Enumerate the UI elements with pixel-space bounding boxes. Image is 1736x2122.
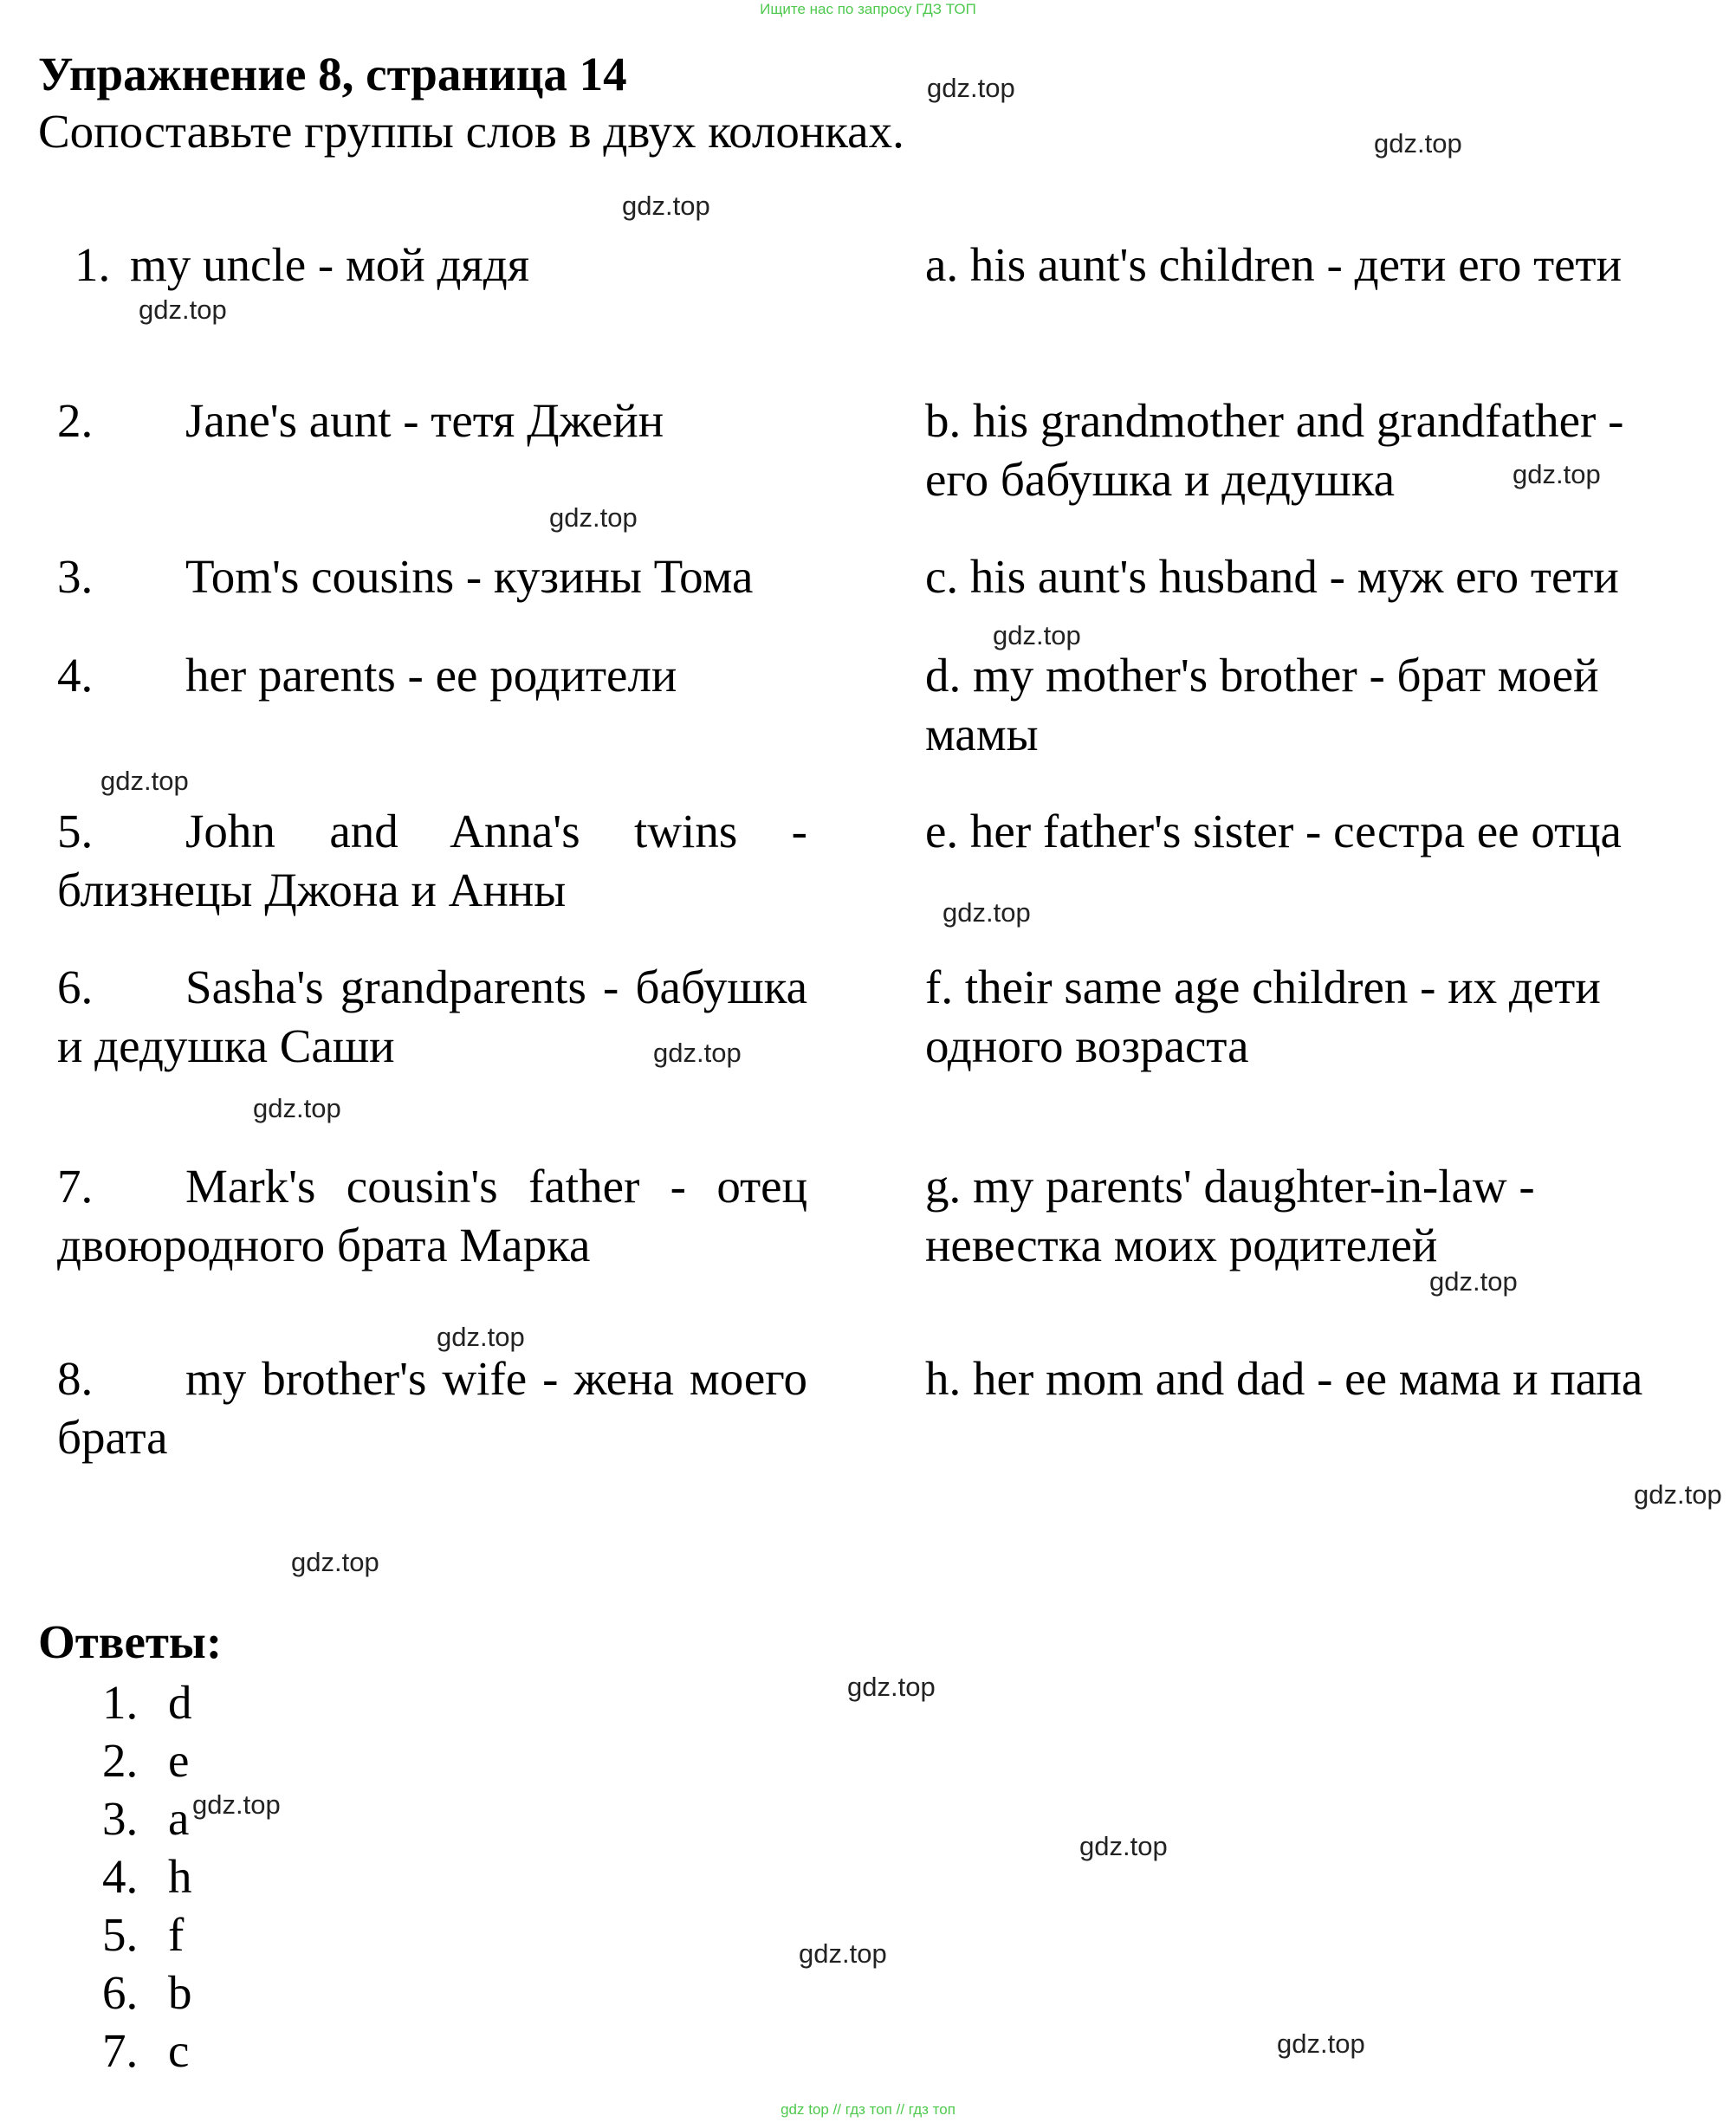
left-item-2 xyxy=(57,391,807,450)
watermark: gdz.top xyxy=(993,620,1081,650)
watermark: gdz.top xyxy=(1079,1831,1168,1861)
left-item-text: Tom's cousins - кузины Тома xyxy=(185,550,754,603)
answer-item xyxy=(102,1905,184,1964)
answers-title: Ответы: xyxy=(38,1615,223,1668)
watermark: gdz.top xyxy=(291,1547,379,1577)
left-item-text: my uncle - мой дядя xyxy=(130,238,530,291)
watermark: gdz.top xyxy=(139,294,227,325)
watermark: gdz.top xyxy=(622,191,710,221)
right-item-b: b. his grandmother and grandfather - его бабушка и дедушка xyxy=(925,394,1624,506)
watermark: gdz.top xyxy=(1429,1266,1518,1297)
answer-number: 5. xyxy=(102,1908,139,1961)
answer-letter: e xyxy=(168,1734,190,1787)
left-item-number: 8. xyxy=(57,1352,94,1405)
right-item-c: c. his aunt's husband - муж его тети xyxy=(925,550,1619,603)
answer-item xyxy=(102,1963,192,2022)
watermark: gdz.top xyxy=(1374,128,1462,159)
answer-item xyxy=(102,1789,189,1848)
left-item-5 xyxy=(57,802,807,920)
answer-item xyxy=(102,1731,189,1790)
left-item-text: Mark's cousin's father - отец двоюродного брата Марка xyxy=(57,1160,807,1271)
answer-item xyxy=(102,1673,192,1732)
page-title: Упражнение 8, страница 14 xyxy=(38,48,627,100)
answer-item xyxy=(102,2022,189,2080)
answer-letter: a xyxy=(168,1792,190,1845)
watermark: gdz.top xyxy=(942,897,1031,928)
answer-letter: f xyxy=(168,1908,185,1961)
right-item-a: a. his aunt's children - дети его тети xyxy=(925,238,1622,291)
answer-letter: b xyxy=(168,1966,192,2019)
left-item-8 xyxy=(57,1349,807,1467)
left-item-number: 1. xyxy=(74,238,111,291)
answer-item xyxy=(102,1847,192,1906)
watermark: gdz.top xyxy=(253,1093,341,1123)
watermark: gdz.top xyxy=(437,1322,525,1352)
left-item-text: Jane's aunt - тетя Джейн xyxy=(185,394,664,447)
watermark: gdz.top xyxy=(1277,2028,1365,2059)
answer-letter: c xyxy=(168,2024,190,2077)
watermark: gdz.top xyxy=(927,73,1015,103)
watermark: gdz.top xyxy=(100,766,189,796)
right-item-d: d. my mother's brother - брат моей мамы xyxy=(925,649,1599,760)
left-item-number: 7. xyxy=(57,1160,94,1213)
left-item-number: 2. xyxy=(57,394,94,447)
left-item-number: 5. xyxy=(57,805,94,857)
left-item-text: her parents - ее родители xyxy=(185,649,677,702)
answer-number: 7. xyxy=(102,2024,139,2077)
left-item-1 xyxy=(57,236,807,294)
footer-links[interactable]: gdz top // гдз топ // гдз топ xyxy=(781,2101,955,2118)
left-item-number: 3. xyxy=(57,550,94,603)
watermark: gdz.top xyxy=(1634,1479,1722,1510)
answer-number: 6. xyxy=(102,1966,139,2019)
right-item-e: e. her father's sister - сестра ее отца xyxy=(925,805,1622,857)
left-item-number: 4. xyxy=(57,649,94,702)
answer-number: 3. xyxy=(102,1792,139,1845)
answer-letter: d xyxy=(168,1676,192,1729)
left-item-text: John and Anna's twins - близнецы Джона и Анны xyxy=(57,805,807,916)
watermark: gdz.top xyxy=(192,1789,281,1820)
answer-number: 4. xyxy=(102,1850,139,1903)
watermark: gdz.top xyxy=(1513,459,1601,489)
top-banner[interactable]: Ищите нас по запросу ГДЗ ТОП xyxy=(760,1,976,17)
page-subtitle: Сопоставьте группы слов в двух колонках. xyxy=(38,105,904,158)
answer-letter: h xyxy=(168,1850,192,1903)
right-item-h: h. her mom and dad - ее мама и папа xyxy=(925,1352,1643,1405)
right-item-f: f. their same age children - их дети одного возраста xyxy=(925,961,1601,1072)
watermark: gdz.top xyxy=(549,502,638,533)
answer-number: 2. xyxy=(102,1734,139,1787)
watermark: gdz.top xyxy=(847,1672,936,1702)
left-item-text: Sasha's grandparents - бабушка и дедушка Саши xyxy=(57,961,807,1072)
right-item-g: g. my parents' daughter-in-law - невестка моих родителей xyxy=(925,1160,1535,1271)
left-item-text: my brother's wife - жена моего брата xyxy=(57,1352,807,1464)
left-item-number: 6. xyxy=(57,961,94,1013)
watermark: gdz.top xyxy=(799,1938,887,1969)
left-item-7 xyxy=(57,1157,807,1275)
left-item-3 xyxy=(57,547,807,606)
left-item-4 xyxy=(57,646,807,705)
answer-number: 1. xyxy=(102,1676,139,1729)
watermark: gdz.top xyxy=(653,1038,742,1068)
